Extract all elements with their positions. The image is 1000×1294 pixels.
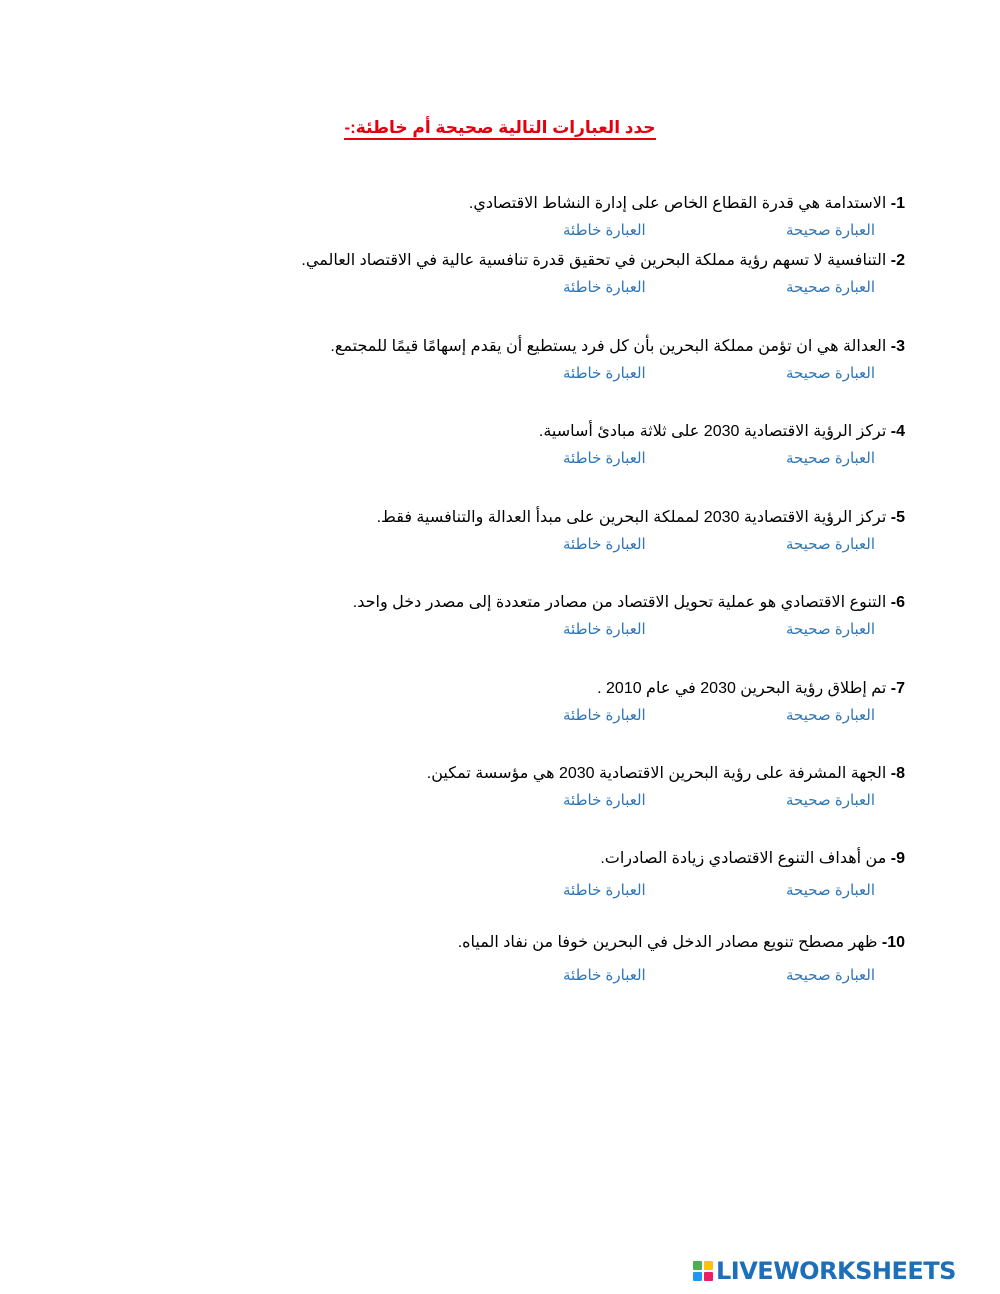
logo-text: LIVEWORKSHEETS [716,1257,956,1285]
option-false-3[interactable]: العبارة خاطئة [563,365,646,382]
question-1 [305,193,905,213]
option-true-4[interactable]: العبارة صحيحة [786,450,876,467]
question-text: من أهداف التنوع الاقتصادي زيادة الصادرات. [600,850,887,867]
question-text: التنافسية لا تسهم رؤية مملكة البحرين في تحقيق قدرة تنافسية عالية في الاقتصاد العالمي. [301,252,887,269]
logo-grid-icon [693,1261,713,1281]
option-false-5[interactable]: العبارة خاطئة [563,536,646,553]
option-false-9[interactable]: العبارة خاطئة [563,882,646,899]
question-text: تم إطلاق رؤية البحرين 2030 في عام 2010 . [597,680,887,697]
option-false-10[interactable]: العبارة خاطئة [563,967,646,984]
option-true-10[interactable]: العبارة صحيحة [786,967,876,984]
question-text: الجهة المشرفة على رؤية البحرين الاقتصادية 2030 هي مؤسسة تمكين. [426,765,887,782]
question-10 [305,932,905,952]
question-5 [305,507,905,527]
logo-square [693,1261,702,1270]
option-true-8[interactable]: العبارة صحيحة [786,792,876,809]
question-number: 4- [890,423,905,440]
question-8 [305,763,905,783]
liveworksheets-logo[interactable] [693,1256,956,1286]
question-text: تركز الرؤية الاقتصادية 2030 لمملكة البحرين على مبدأ العدالة والتنافسية فقط. [376,509,887,526]
question-3 [305,336,905,356]
question-text: تركز الرؤية الاقتصادية 2030 على ثلاثة مبادئ أساسية. [538,423,887,440]
question-number: 7- [890,680,905,697]
question-6 [305,592,905,612]
question-number: 9- [890,850,905,867]
question-text: ظهر مصطح تنويع مصادر الدخل في البحرين خوفا من نفاد المياه. [457,934,878,951]
question-text: العدالة هي ان تؤمن مملكة البحرين بأن كل فرد يستطيع أن يقدم إسهامًا قيمًا للمجتمع. [330,338,887,355]
option-false-7[interactable]: العبارة خاطئة [563,707,646,724]
option-true-2[interactable]: العبارة صحيحة [786,279,876,296]
question-number: 10- [881,934,905,951]
worksheet-title [0,118,1000,138]
option-false-2[interactable]: العبارة خاطئة [563,279,646,296]
option-false-6[interactable]: العبارة خاطئة [563,621,646,638]
question-text: الاستدامة هي قدرة القطاع الخاص على إدارة النشاط الاقتصادي. [468,195,887,212]
question-7 [305,678,905,698]
question-text: التنوع الاقتصادي هو عملية تحويل الاقتصاد من مصادر متعددة إلى مصدر دخل واحد. [352,594,887,611]
option-true-1[interactable]: العبارة صحيحة [786,222,876,239]
option-true-7[interactable]: العبارة صحيحة [786,707,876,724]
question-number: 2- [890,252,905,269]
question-number: 6- [890,594,905,611]
question-4 [305,421,905,441]
worksheet-title-text: حدد العبارات التالية صحيحة أم خاطئة:- [344,118,655,140]
option-true-5[interactable]: العبارة صحيحة [786,536,876,553]
question-number: 3- [890,338,905,355]
question-number: 1- [890,195,905,212]
option-true-9[interactable]: العبارة صحيحة [786,882,876,899]
option-true-6[interactable]: العبارة صحيحة [786,621,876,638]
question-number: 5- [890,509,905,526]
option-false-8[interactable]: العبارة خاطئة [563,792,646,809]
question-number: 8- [890,765,905,782]
question-9 [305,848,905,868]
question-2 [301,250,905,270]
logo-square [704,1261,713,1270]
option-false-4[interactable]: العبارة خاطئة [563,450,646,467]
logo-square [693,1272,702,1281]
option-false-1[interactable]: العبارة خاطئة [563,222,646,239]
logo-square [704,1272,713,1281]
option-true-3[interactable]: العبارة صحيحة [786,365,876,382]
